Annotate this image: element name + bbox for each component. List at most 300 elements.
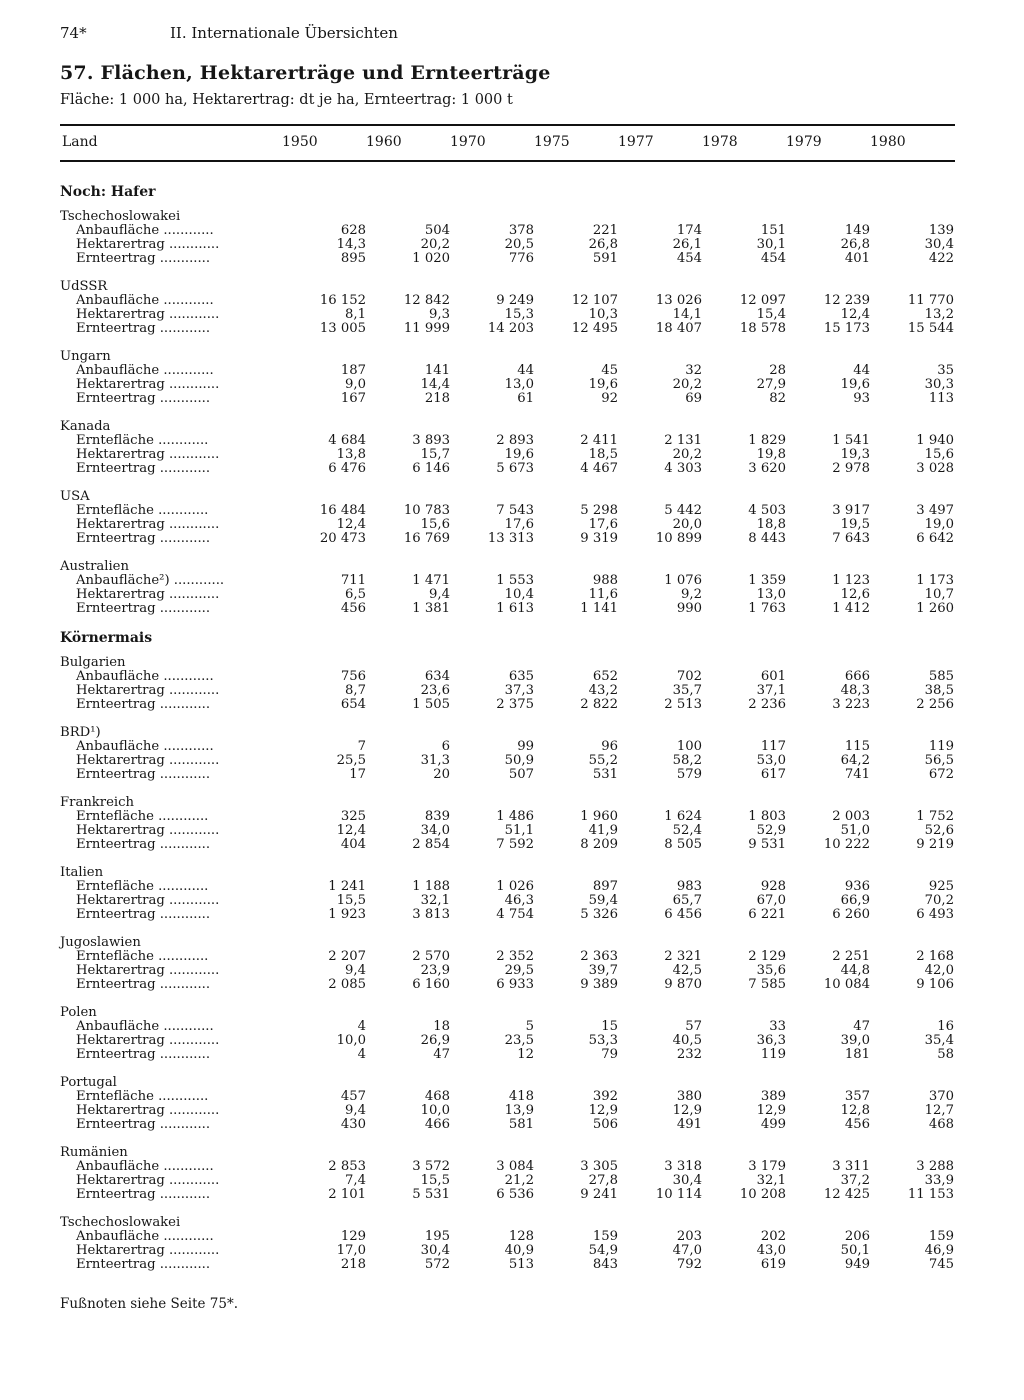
spacer-row [60,546,958,560]
table-cell: 635 [508,669,534,684]
table-cell: 7 [357,739,366,754]
row-label-text: Erntefläche [76,1089,154,1104]
leader-dots: ............ [159,1229,214,1244]
table-cell: 12 [517,1047,534,1062]
table-cell: 13 026 [655,293,702,308]
table-cell: 12,4 [840,307,870,322]
row-label [60,810,286,824]
table-cell: 456 [844,1117,870,1132]
leader-dots: ............ [155,697,211,712]
table-cell: 506 [592,1117,618,1132]
table-cell: 1 260 [916,601,954,616]
table-cell: 572 [424,1257,450,1272]
table-cell: 745 [928,1257,954,1272]
leader-dots: ............ [153,949,209,964]
table-cell: 12,4 [336,517,366,532]
table-row [60,964,958,978]
table-cell: 2 256 [916,697,954,712]
spacer-cell [60,992,958,1006]
section-title: Körnermais [60,630,153,646]
row-label [60,1160,286,1174]
table-cell: 20,2 [672,447,702,462]
table-row [60,1090,958,1104]
country-name: Kanada [60,419,111,434]
table-cell: 19,6 [588,377,618,392]
table-cell: 15,4 [756,307,786,322]
table-cell: 8,1 [345,307,366,322]
table-cell: 19,3 [840,447,870,462]
table-cell: 5 442 [664,503,702,518]
table-cell: 30,1 [756,237,786,252]
table-row [60,698,958,712]
row-label-text: Erntefläche [76,433,154,448]
table-cell: 82 [769,391,786,406]
table-cell: 2 003 [832,809,870,824]
table-cell: 9,4 [345,963,366,978]
leader-dots: ............ [164,1173,220,1188]
table-cell: 25,5 [336,753,366,768]
table-cell: 151 [760,223,786,238]
table-cell: 57 [685,1019,702,1034]
table-cell: 79 [601,1047,618,1062]
table-cell: 4 754 [496,907,534,922]
table-cell: 16 769 [403,531,450,546]
row-label [60,518,286,532]
table-cell: 15,5 [336,893,366,908]
table-cell: 61 [517,391,534,406]
table-cell: 20,2 [672,377,702,392]
row-label [60,978,286,992]
row-label-text: Hektarertrag [76,1033,165,1048]
row-label [60,1118,286,1132]
row-label-text: Anbaufläche [76,1159,160,1174]
section-row [60,624,958,656]
table-row [60,1258,958,1272]
row-label [60,1258,286,1272]
table-cell: 4 503 [748,503,786,518]
table-cell: 26,9 [420,1033,450,1048]
table-cell: 389 [760,1089,786,1104]
table-cell: 14,4 [420,377,450,392]
row-label [60,1230,286,1244]
table-cell: 30,3 [924,377,954,392]
country-row [60,1146,958,1160]
table-row [60,378,958,392]
leader-dots: ............ [159,669,214,684]
row-label-text: Ernteertrag [76,531,156,546]
table-cell: 37,2 [840,1173,870,1188]
table-cell: 10 222 [823,837,870,852]
table-cell: 53,3 [588,1033,618,1048]
table-row [60,294,958,308]
table-cell: 654 [340,697,366,712]
table-cell: 422 [928,251,954,266]
table-cell: 5 [525,1019,534,1034]
table-cell: 43,0 [756,1243,786,1258]
table-cell: 12 425 [823,1187,870,1202]
table-cell: 3 311 [832,1159,870,1174]
row-label [60,322,286,336]
table-row [60,810,958,824]
table-cell: 67,0 [756,893,786,908]
chapter-title: II. Internationale Übersichten [170,24,398,42]
table-cell: 6 [441,739,450,754]
spacer-cell [60,336,958,350]
leader-dots: ............ [159,363,214,378]
table-cell: 9,4 [345,1103,366,1118]
table-cell: 3 084 [496,1159,534,1174]
row-label [60,448,286,462]
table-cell: 839 [424,809,450,824]
table-cell: 39,7 [588,963,618,978]
table-row [60,1034,958,1048]
table-cell: 1 803 [748,809,786,824]
table-cell: 15,7 [420,447,450,462]
table-cell: 42,0 [924,963,954,978]
row-label-text: Anbaufläche [76,1019,160,1034]
leader-dots: ............ [155,977,211,992]
table-cell: 119 [928,739,954,754]
row-label [60,950,286,964]
row-label-text: Ernteertrag [76,391,156,406]
row-label [60,838,286,852]
table-cell: 2 411 [580,433,618,448]
table-cell: 16 [937,1019,954,1034]
column-header-year: 1979 [786,134,822,150]
table-cell: 17,0 [336,1243,366,1258]
table-cell: 1 026 [496,879,534,894]
country-row [60,866,958,880]
table-cell: 206 [844,1229,870,1244]
country-name: BRD¹) [60,725,101,740]
leader-dots: ............ [164,447,220,462]
table-cell: 10,0 [336,1033,366,1048]
spacer-cell [60,1132,958,1146]
row-label [60,504,286,518]
leader-dots: ............ [155,531,211,546]
table-cell: 3 223 [832,697,870,712]
table-cell: 40,9 [504,1243,534,1258]
country-row [60,726,958,740]
table-cell: 59,4 [588,893,618,908]
table-cell: 4 [357,1047,366,1062]
table-cell: 14,3 [336,237,366,252]
leader-dots: ............ [159,293,214,308]
table-cell: 70,2 [924,893,954,908]
table-cell: 27,8 [588,1173,618,1188]
row-label-text: Hektarertrag [76,1103,165,1118]
table-cell: 1 752 [916,809,954,824]
spacer-row [60,616,958,624]
table-cell: 4 [357,1019,366,1034]
country-row [60,280,958,294]
table-cell: 2 893 [496,433,534,448]
column-header-row [60,134,955,154]
row-label [60,1020,286,1034]
table-cell: 5 673 [496,461,534,476]
country-row [60,350,958,364]
table-cell: 9 219 [916,837,954,852]
country-name: Portugal [60,1075,117,1090]
table-cell: 44 [517,363,534,378]
table-cell: 52,9 [756,823,786,838]
table-cell: 19,8 [756,447,786,462]
country-name: Polen [60,1005,97,1020]
table-cell: 401 [844,251,870,266]
table-cell: 13,0 [504,377,534,392]
table-row [60,824,958,838]
table-cell: 30,4 [420,1243,450,1258]
table-cell: 1 829 [748,433,786,448]
table-cell: 2 978 [832,461,870,476]
table-cell: 591 [592,251,618,266]
table-row [60,322,958,336]
table-cell: 507 [508,767,534,782]
table-cell: 44,8 [840,963,870,978]
table-cell: 10 783 [403,503,450,518]
row-label [60,1244,286,1258]
table-row [60,670,958,684]
table-row [60,978,958,992]
row-label-text: Anbaufläche [76,669,160,684]
leader-dots: ............ [159,223,214,238]
table-cell: 44 [853,363,870,378]
table-cell: 35,7 [672,683,702,698]
table-cell: 99 [517,739,534,754]
table-cell: 12 097 [739,293,786,308]
table-row [60,588,958,602]
table-cell: 139 [928,223,954,238]
table-row [60,754,958,768]
leader-dots: ............ [164,237,220,252]
table-cell: 6 476 [328,461,366,476]
table-cell: 1 624 [664,809,702,824]
table-cell: 35 [937,363,954,378]
table-cell: 430 [340,1117,366,1132]
table-cell: 2 168 [916,949,954,964]
table-cell: 13 005 [319,321,366,336]
table-cell: 579 [676,767,702,782]
table-cell: 2 822 [580,697,618,712]
table-cell: 15,3 [504,307,534,322]
country-row [60,796,958,810]
country-row [60,490,958,504]
table-cell: 39,0 [840,1033,870,1048]
row-label-text: Anbaufläche²) [76,573,170,588]
row-label-text: Ernteertrag [76,1047,156,1062]
leader-dots: ............ [164,517,220,532]
table-cell: 499 [760,1117,786,1132]
row-label-text: Hektarertrag [76,237,165,252]
table-cell: 9,2 [681,587,702,602]
table-cell: 218 [424,391,450,406]
row-label-text: Ernteertrag [76,1257,156,1272]
table-cell: 3 813 [412,907,450,922]
table-row [60,908,958,922]
table-cell: 454 [676,251,702,266]
leader-dots: ............ [155,1187,211,1202]
table-cell: 29,5 [504,963,534,978]
table-subtitle: Fläche: 1 000 ha, Hektarertrag: dt je ha, Ernteertrag: 1 000 t [60,92,513,108]
row-label [60,768,286,782]
table-cell: 897 [592,879,618,894]
spacer-cell [60,782,958,796]
row-label-text: Hektarertrag [76,683,165,698]
table-cell: 6 456 [664,907,702,922]
table-cell: 454 [760,251,786,266]
table-cell: 48,3 [840,683,870,698]
table-cell: 9 319 [580,531,618,546]
table-cell: 10,0 [420,1103,450,1118]
table-cell: 221 [592,223,618,238]
leader-dots: ............ [155,837,211,852]
table-cell: 2 321 [664,949,702,964]
table-cell: 1 486 [496,809,534,824]
table-cell: 9,3 [429,307,450,322]
table-row [60,434,958,448]
table-cell: 4 684 [328,433,366,448]
table-cell: 404 [340,837,366,852]
table-cell: 8,7 [345,683,366,698]
table-cell: 702 [676,669,702,684]
table-cell: 32,1 [756,1173,786,1188]
table-cell: 3 318 [664,1159,702,1174]
leader-dots: ............ [159,739,214,754]
leader-dots: ............ [164,377,220,392]
table-cell: 1 188 [412,879,450,894]
table-cell: 2 236 [748,697,786,712]
table-cell: 652 [592,669,618,684]
table-cell: 159 [928,1229,954,1244]
row-label [60,754,286,768]
table-cell: 2 129 [748,949,786,964]
row-label-text: Hektarertrag [76,517,165,532]
leader-dots: ............ [155,251,211,266]
row-label-text: Anbaufläche [76,1229,160,1244]
spacer-row [60,712,958,726]
table-cell: 23,6 [420,683,450,698]
table-cell: 21,2 [504,1173,534,1188]
table-cell: 5 531 [412,1187,450,1202]
table-cell: 370 [928,1089,954,1104]
table-cell: 36,3 [756,1033,786,1048]
table-cell: 47 [433,1047,450,1062]
table-row [60,238,958,252]
table-cell: 741 [844,767,870,782]
table-row [60,880,958,894]
leader-dots: ............ [164,1033,220,1048]
table-cell: 513 [508,1257,534,1272]
row-label [60,1174,286,1188]
table-cell: 12 107 [571,293,618,308]
table-row [60,462,958,476]
spacer-row [60,476,958,490]
spacer-row [60,1132,958,1146]
table-cell: 115 [844,739,870,754]
table-cell: 45 [601,363,618,378]
country-name: Bulgarien [60,655,126,670]
table-cell: 988 [592,573,618,588]
table-cell: 2 085 [328,977,366,992]
table-row [60,950,958,964]
spacer-cell [60,266,958,280]
data-table [60,178,958,1272]
table-cell: 15 [601,1019,618,1034]
table-cell: 491 [676,1117,702,1132]
table-cell: 11 770 [907,293,954,308]
table-cell: 128 [508,1229,534,1244]
table-cell: 776 [508,251,534,266]
table-cell: 1 381 [412,601,450,616]
table-cell: 232 [676,1047,702,1062]
table-cell: 35,4 [924,1033,954,1048]
table-cell: 40,5 [672,1033,702,1048]
table-cell: 15 544 [907,321,954,336]
table-cell: 2 352 [496,949,534,964]
row-label [60,462,286,476]
table-cell: 141 [424,363,450,378]
table-cell: 46,3 [504,893,534,908]
row-label [60,294,286,308]
table-cell: 8 209 [580,837,618,852]
table-cell: 12,6 [840,587,870,602]
table-cell: 8 505 [664,837,702,852]
spacer-cell [60,922,958,936]
country-name: Frankreich [60,795,135,810]
table-cell: 33,9 [924,1173,954,1188]
country-row [60,420,958,434]
section-title: Noch: Hafer [60,184,156,200]
row-label-text: Anbaufläche [76,739,160,754]
table-row [60,224,958,238]
table-row [60,504,958,518]
table-cell: 203 [676,1229,702,1244]
table-cell: 52,4 [672,823,702,838]
table-cell: 9 870 [664,977,702,992]
table-cell: 52,6 [924,823,954,838]
leader-dots: ............ [164,307,220,322]
page-header [60,24,398,42]
table-cell: 3 288 [916,1159,954,1174]
table-cell: 6 493 [916,907,954,922]
table-cell: 53,0 [756,753,786,768]
table-cell: 187 [340,363,366,378]
row-label [60,824,286,838]
country-row [60,1216,958,1230]
row-label [60,224,286,238]
row-label-text: Ernteertrag [76,251,156,266]
table-cell: 7 543 [496,503,534,518]
table-cell: 2 375 [496,697,534,712]
table-cell: 32 [685,363,702,378]
table-cell: 202 [760,1229,786,1244]
table-cell: 23,9 [420,963,450,978]
table-cell: 7,4 [345,1173,366,1188]
table-cell: 10 114 [655,1187,702,1202]
table-cell: 1 123 [832,573,870,588]
spacer-cell [60,1062,958,1076]
table-row [60,364,958,378]
table-cell: 5 298 [580,503,618,518]
table-cell: 3 028 [916,461,954,476]
table-cell: 12,7 [924,1103,954,1118]
spacer-cell [60,852,958,866]
leader-dots: ............ [164,683,220,698]
leader-dots: ............ [159,1019,214,1034]
table-cell: 1 173 [916,573,954,588]
table-cell: 9,4 [429,587,450,602]
table-cell: 792 [676,1257,702,1272]
